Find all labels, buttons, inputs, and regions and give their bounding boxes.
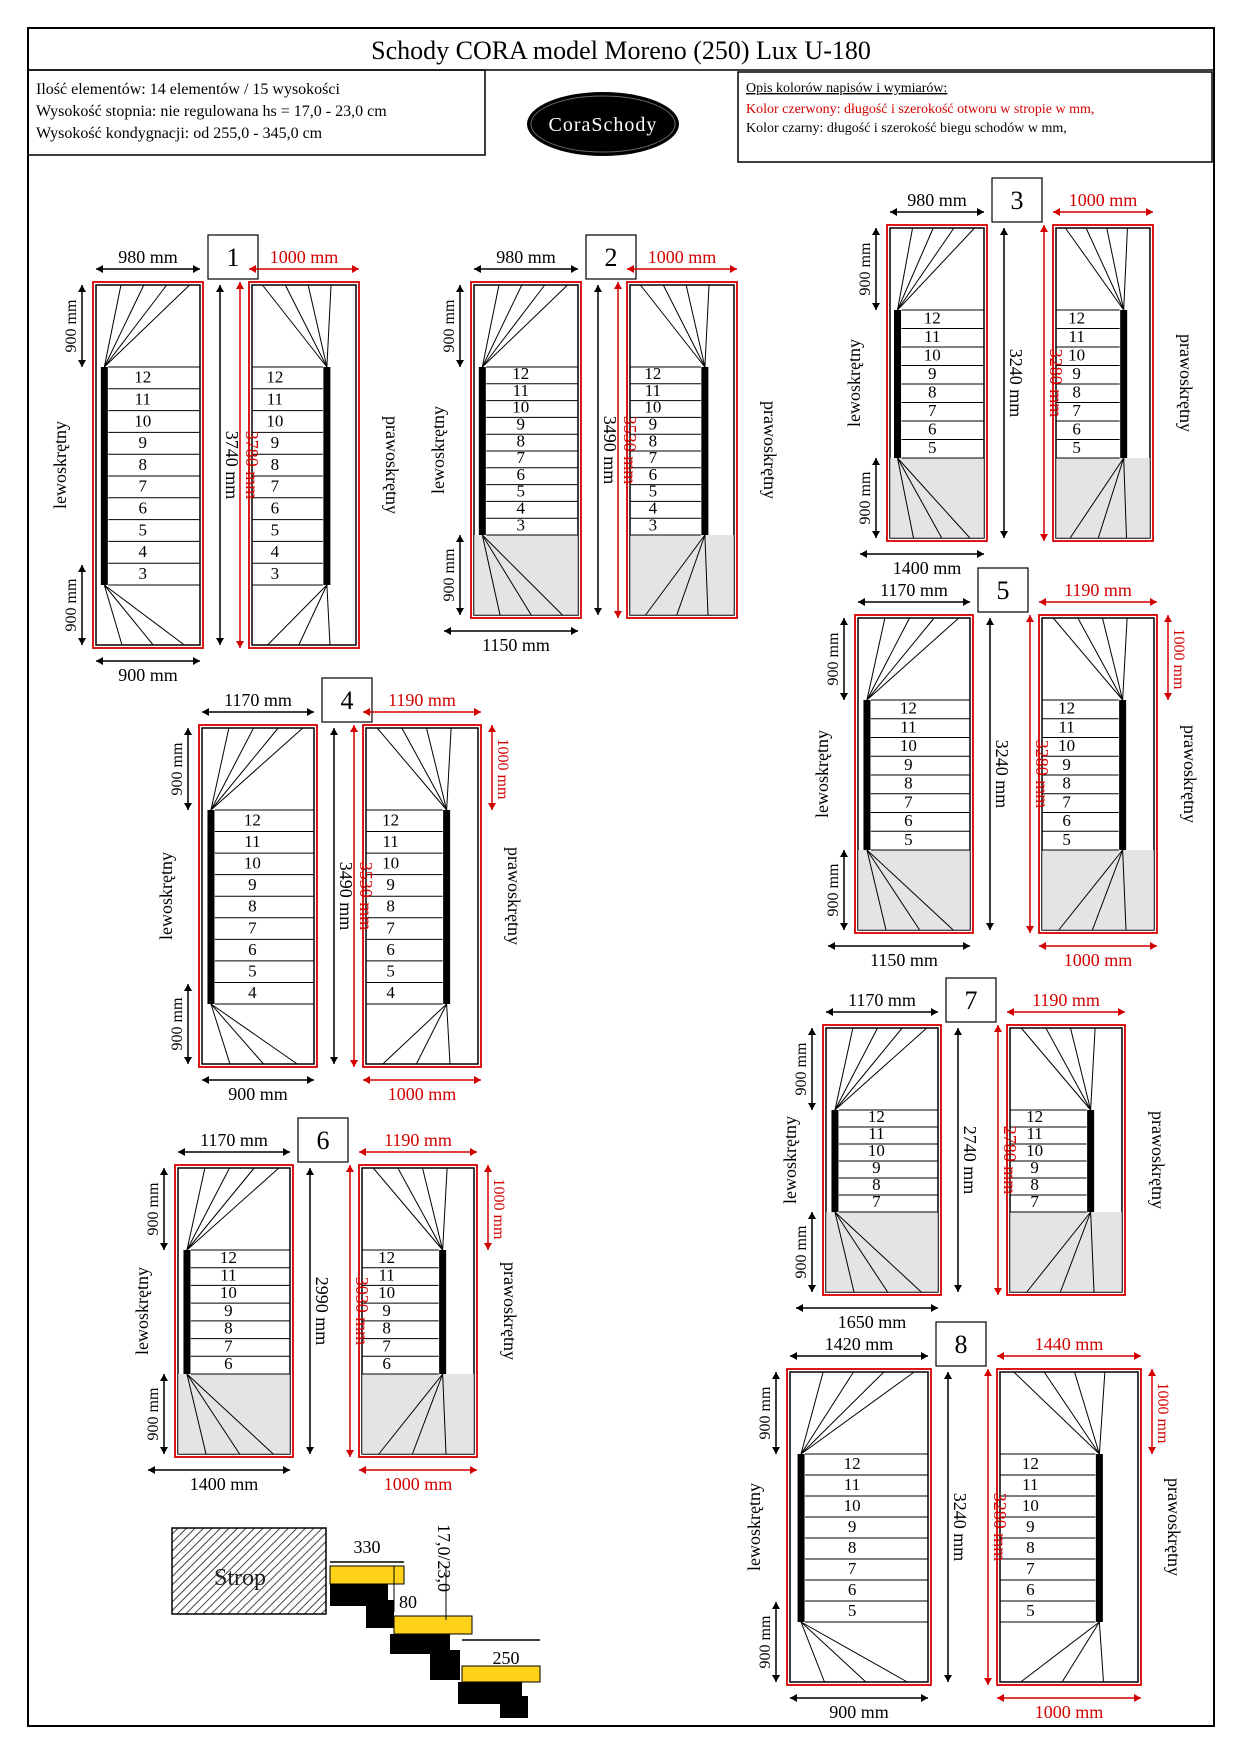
variant-number: 3 (1010, 186, 1024, 215)
step-number: 11 (244, 832, 261, 852)
length-dimension: 3240 mm (1006, 348, 1026, 418)
length-dimension: 3740 mm (222, 430, 242, 500)
stair-variant-5 (812, 568, 1200, 970)
stair-variant-6 (132, 1118, 520, 1494)
step-number: 8 (1026, 1538, 1035, 1558)
step-number: 10 (923, 345, 941, 365)
length-dimension: 3240 mm (992, 739, 1012, 809)
step-number: 6 (1072, 419, 1081, 439)
top-height-dimension: 900 mm (857, 242, 874, 296)
step-number: 12 (1026, 1107, 1044, 1127)
bottom-opening-width-dimension: 1000 mm (1063, 950, 1133, 970)
step-number: 11 (868, 1124, 885, 1144)
step-number: 7 (928, 400, 937, 420)
right-hand-label: prawoskrętny (382, 416, 402, 514)
step-number: 9 (847, 1517, 857, 1537)
bottom-width-dimension: 1400 mm (189, 1474, 259, 1494)
right-hand-label: prawoskrętny (1148, 1111, 1168, 1209)
step-number: 8 (382, 1318, 391, 1338)
step-number: 8 (248, 896, 257, 916)
detail-rise: 17,0/23,0 (434, 1524, 454, 1593)
length-dimension: 2740 mm (960, 1125, 980, 1195)
stair-variant-2 (428, 235, 780, 655)
step-number: 8 (872, 1175, 881, 1195)
step-number: 10 (266, 411, 284, 431)
opening-length-dimension: 3280 mm (1046, 348, 1066, 418)
step-number: 11 (644, 380, 662, 400)
step-number: 11 (1068, 326, 1085, 346)
opening-height-dimension: 1000 mm (490, 1178, 507, 1240)
opening-length-dimension: 3280 mm (990, 1492, 1010, 1562)
logo-text: CoraSchody (548, 114, 658, 136)
step-number: 12 (843, 1454, 861, 1474)
step-number: 8 (386, 896, 395, 916)
legend-red: Kolor czerwony: długość i szerokość otworu w stropie w mm, (746, 102, 1095, 117)
step-number: 9 (648, 414, 658, 434)
variant-number: 5 (996, 576, 1010, 605)
step-number: 10 (378, 1283, 396, 1303)
top-height-dimension: 900 mm (793, 1042, 810, 1096)
step-number: 9 (382, 1300, 391, 1320)
step-number: 12 (378, 1247, 396, 1267)
step-number: 6 (847, 1580, 857, 1600)
step-number: 5 (386, 961, 395, 981)
step-number: 10 (644, 397, 662, 417)
step-number: 8 (1030, 1175, 1039, 1195)
ceiling-opening-outline (249, 282, 359, 648)
ceiling-opening-outline (93, 282, 203, 648)
step-number: 6 (270, 498, 280, 518)
bottom-height-dimension: 900 mm (441, 548, 458, 602)
top-height-dimension: 900 mm (825, 632, 842, 686)
right-hand-label: prawoskrętny (500, 1262, 520, 1360)
left-hand-label: lewoskrętny (156, 852, 176, 940)
length-dimension: 3240 mm (950, 1492, 970, 1562)
step-number: 6 (248, 939, 257, 959)
spec-floor-height: Wysokość kondygnacji: od 255,0 - 345,0 cm (36, 125, 323, 142)
cora-schody-logo (527, 92, 679, 156)
step-number: 10 (843, 1496, 861, 1516)
step-number: 10 (134, 411, 152, 431)
stair-variant-3 (844, 178, 1196, 578)
opening-length-dimension: 3280 mm (1032, 739, 1052, 809)
step-number: 9 (872, 1158, 881, 1178)
step-number: 7 (847, 1559, 857, 1579)
width-dimension: 980 mm (118, 247, 178, 267)
step-number: 8 (1072, 382, 1081, 402)
step-number: 11 (1058, 717, 1075, 737)
step-number: 8 (847, 1538, 857, 1558)
bottom-height-dimension: 900 mm (169, 997, 186, 1051)
step-number: 9 (904, 754, 913, 774)
opening-width-dimension: 1440 mm (1034, 1334, 1104, 1354)
step-number: 7 (1072, 400, 1081, 420)
step-number: 11 (378, 1265, 395, 1285)
bottom-width-dimension: 1150 mm (870, 950, 938, 970)
step-number: 8 (928, 382, 937, 402)
step-number: 11 (512, 380, 529, 400)
bottom-height-dimension: 900 mm (145, 1387, 162, 1441)
left-hand-label: lewoskrętny (744, 1483, 764, 1571)
step-number: 11 (843, 1475, 861, 1495)
variant-number: 8 (954, 1330, 968, 1359)
top-height-dimension: 900 mm (169, 742, 186, 796)
ceiling-label: Strop (213, 1565, 267, 1591)
width-dimension: 1170 mm (880, 580, 948, 600)
opening-width-dimension: 1000 mm (647, 247, 717, 267)
width-dimension: 1170 mm (224, 690, 292, 710)
step-number: 12 (219, 1247, 237, 1267)
width-dimension: 1420 mm (824, 1334, 894, 1354)
width-dimension: 980 mm (496, 247, 556, 267)
bottom-height-dimension: 900 mm (825, 863, 842, 917)
stair-variant-8 (744, 1322, 1184, 1722)
step-number: 6 (224, 1354, 233, 1374)
page-title: Schody CORA model Moreno (250) Lux U-180 (371, 36, 871, 65)
step-number: 12 (134, 367, 152, 387)
step-number: 6 (1062, 811, 1071, 830)
step-number: 4 (648, 498, 658, 518)
step-number: 10 (1026, 1141, 1044, 1161)
length-dimension: 3490 mm (600, 415, 620, 485)
step-number: 9 (1026, 1517, 1035, 1537)
step-number: 5 (516, 481, 526, 501)
step-number: 7 (224, 1336, 233, 1356)
bottom-width-dimension: 900 mm (829, 1702, 889, 1722)
step-number: 11 (382, 832, 399, 852)
step-number: 9 (248, 875, 257, 895)
width-dimension: 1170 mm (848, 990, 916, 1010)
variant-number: 7 (964, 986, 978, 1015)
step-number: 5 (648, 481, 658, 501)
step-number: 9 (516, 414, 526, 434)
step-number: 3 (138, 563, 148, 583)
step-number: 12 (1021, 1454, 1039, 1474)
step-number: 9 (270, 433, 280, 453)
left-hand-label: lewoskrętny (812, 730, 832, 818)
top-height-dimension: 900 mm (145, 1182, 162, 1236)
step-number: 8 (516, 431, 526, 451)
top-height-dimension: 900 mm (441, 299, 458, 353)
bottom-width-dimension: 900 mm (228, 1084, 288, 1104)
top-height-dimension: 900 mm (63, 299, 80, 353)
stair-variant-7 (780, 978, 1168, 1332)
step-number: 7 (138, 476, 148, 496)
legend-black: Kolor czarny: długość i szerokość biegu schodów w mm, (746, 121, 1067, 136)
step-number: 11 (134, 389, 151, 409)
bottom-width-dimension: 1650 mm (837, 1312, 907, 1332)
step-detail (172, 1524, 540, 1718)
step-number: 7 (516, 448, 526, 468)
step-number: 11 (1026, 1124, 1043, 1144)
opening-length-dimension: 3030 mm (352, 1276, 372, 1346)
spec-step-height: Wysokość stopnia: nie regulowana hs = 17,0 - 23,0 cm (36, 103, 387, 120)
step-number: 9 (224, 1300, 233, 1320)
step-number: 12 (1058, 698, 1076, 718)
step-number: 7 (1030, 1192, 1039, 1212)
step-number: 5 (928, 437, 937, 457)
step-number: 4 (386, 982, 395, 1002)
left-hand-label: lewoskrętny (132, 1267, 152, 1355)
step-number: 4 (248, 982, 257, 1002)
legend-heading: Opis kolorów napisów i wymiarów: (746, 81, 948, 96)
detail-dim-330: 330 (353, 1537, 381, 1557)
bottom-height-dimension: 900 mm (793, 1225, 810, 1279)
step-number: 9 (138, 433, 148, 453)
step-number: 6 (382, 1354, 391, 1374)
step-number: 10 (512, 397, 530, 417)
step-number: 12 (867, 1107, 885, 1127)
bottom-width-dimension: 1150 mm (482, 635, 550, 655)
step-number: 8 (1062, 773, 1071, 793)
bottom-opening-width-dimension: 1000 mm (387, 1084, 457, 1104)
right-hand-label: prawoskrętny (1164, 1478, 1184, 1576)
opening-length-dimension: 3780 mm (242, 430, 262, 500)
bottom-width-dimension: 1400 mm (892, 558, 962, 578)
step-number: 11 (266, 389, 284, 409)
step-number: 6 (1026, 1580, 1035, 1600)
opening-height-dimension: 1000 mm (494, 738, 511, 800)
step-number: 7 (1026, 1559, 1035, 1579)
step-number: 11 (924, 326, 941, 346)
step-number: 6 (386, 939, 395, 959)
step-number: 11 (1022, 1475, 1039, 1495)
width-dimension: 1170 mm (200, 1130, 268, 1150)
step-number: 6 (928, 419, 937, 439)
bottom-height-dimension: 900 mm (757, 1615, 774, 1669)
variant-number: 2 (604, 243, 618, 272)
step-number: 8 (648, 431, 658, 451)
width-dimension: 980 mm (907, 190, 967, 210)
step-number: 7 (382, 1336, 391, 1356)
step-number: 8 (270, 454, 280, 474)
step-number: 7 (248, 918, 257, 938)
variant-number: 6 (316, 1126, 330, 1155)
step-number: 6 (138, 498, 148, 518)
variant-number: 4 (340, 686, 354, 715)
detail-dim-250: 250 (492, 1648, 520, 1668)
step-number: 12 (512, 364, 530, 384)
left-hand-label: lewoskrętny (428, 406, 448, 494)
bottom-width-dimension: 900 mm (118, 665, 178, 685)
opening-width-dimension: 1190 mm (388, 690, 456, 710)
stair-outline (252, 285, 356, 645)
opening-width-dimension: 1190 mm (1064, 580, 1132, 600)
left-hand-label: lewoskrętny (844, 339, 864, 427)
step-number: 3 (516, 515, 526, 535)
opening-height-dimension: 1000 mm (1170, 628, 1187, 690)
stair-outline (1000, 1372, 1138, 1682)
detail-dim-80: 80 (399, 1592, 417, 1612)
step-number: 3 (648, 515, 658, 535)
step-number: 9 (386, 875, 395, 895)
left-hand-label: lewoskrętny (780, 1116, 800, 1204)
step-number: 5 (248, 961, 257, 981)
right-hand-label: prawoskrętny (1180, 725, 1200, 823)
variant-number: 1 (226, 243, 240, 272)
step-number: 10 (219, 1283, 237, 1303)
step-number: 12 (644, 364, 662, 384)
step-number: 9 (1062, 754, 1071, 774)
step-number: 11 (900, 717, 917, 737)
step-number: 4 (270, 542, 280, 562)
opening-length-dimension: 3530 mm (620, 415, 640, 485)
opening-length-dimension: 3530 mm (356, 861, 376, 931)
step-number: 6 (648, 464, 658, 484)
top-height-dimension: 900 mm (757, 1386, 774, 1440)
step-tread-1 (330, 1566, 404, 1584)
step-number: 12 (382, 810, 400, 830)
length-dimension: 3490 mm (336, 861, 356, 931)
spec-element-count: Ilość elementów: 14 elementów / 15 wysokości (36, 81, 340, 98)
right-hand-label: prawoskrętny (1176, 334, 1196, 432)
opening-height-dimension: 1000 mm (1154, 1382, 1171, 1444)
step-number: 10 (243, 853, 261, 873)
step-tread-2 (394, 1616, 472, 1634)
step-number: 11 (220, 1265, 237, 1285)
step-tread-3 (462, 1666, 540, 1682)
step-number: 12 (899, 698, 917, 718)
step-number: 12 (266, 367, 284, 387)
step-number: 6 (904, 811, 913, 830)
opening-width-dimension: 1190 mm (384, 1130, 452, 1150)
bottom-height-dimension: 900 mm (63, 578, 80, 632)
step-number: 3 (270, 563, 280, 583)
step-number: 5 (847, 1601, 857, 1621)
step-number: 5 (1026, 1601, 1035, 1621)
ceiling-opening-outline (787, 1369, 931, 1685)
step-number: 5 (1072, 437, 1081, 457)
step-number: 10 (382, 853, 400, 873)
step-number: 4 (138, 542, 148, 562)
step-number: 9 (1030, 1158, 1039, 1178)
step-number: 10 (899, 736, 917, 755)
right-hand-label: prawoskrętny (760, 401, 780, 499)
step-number: 8 (904, 773, 913, 793)
opening-width-dimension: 1190 mm (1032, 990, 1100, 1010)
ceiling-opening-outline (997, 1369, 1141, 1685)
stair-variant-1 (50, 235, 402, 685)
step-number: 5 (138, 520, 148, 540)
step-number: 7 (1062, 792, 1071, 812)
step-number: 10 (1021, 1496, 1039, 1516)
step-number: 9 (1072, 363, 1081, 383)
step-number: 10 (1058, 736, 1076, 755)
step-number: 12 (243, 810, 261, 830)
step-number: 10 (1068, 345, 1086, 365)
bottom-opening-width-dimension: 1000 mm (383, 1474, 453, 1494)
step-number: 4 (516, 498, 526, 518)
opening-width-dimension: 1000 mm (269, 247, 339, 267)
opening-width-dimension: 1000 mm (1068, 190, 1138, 210)
step-number: 12 (1068, 308, 1086, 328)
opening-length-dimension: 2780 mm (1000, 1125, 1020, 1195)
step-number: 5 (270, 520, 280, 540)
step-number: 7 (872, 1192, 881, 1212)
step-number: 7 (904, 792, 913, 812)
step-number: 9 (928, 363, 937, 383)
step-number: 6 (516, 464, 526, 484)
bottom-opening-width-dimension: 1000 mm (1034, 1702, 1104, 1722)
step-number: 12 (923, 308, 941, 328)
step-number: 8 (224, 1318, 233, 1338)
step-number: 7 (270, 476, 280, 496)
length-dimension: 2990 mm (312, 1276, 332, 1346)
left-hand-label: lewoskrętny (50, 421, 70, 509)
step-number: 7 (648, 448, 658, 468)
step-number: 8 (138, 454, 148, 474)
bottom-height-dimension: 900 mm (857, 471, 874, 525)
step-number: 10 (867, 1141, 885, 1161)
step-number: 7 (386, 918, 395, 938)
step-number: 5 (1062, 829, 1071, 849)
step-number: 5 (904, 829, 913, 849)
stair-variant-4 (156, 678, 524, 1104)
right-hand-label: prawoskrętny (504, 847, 524, 945)
